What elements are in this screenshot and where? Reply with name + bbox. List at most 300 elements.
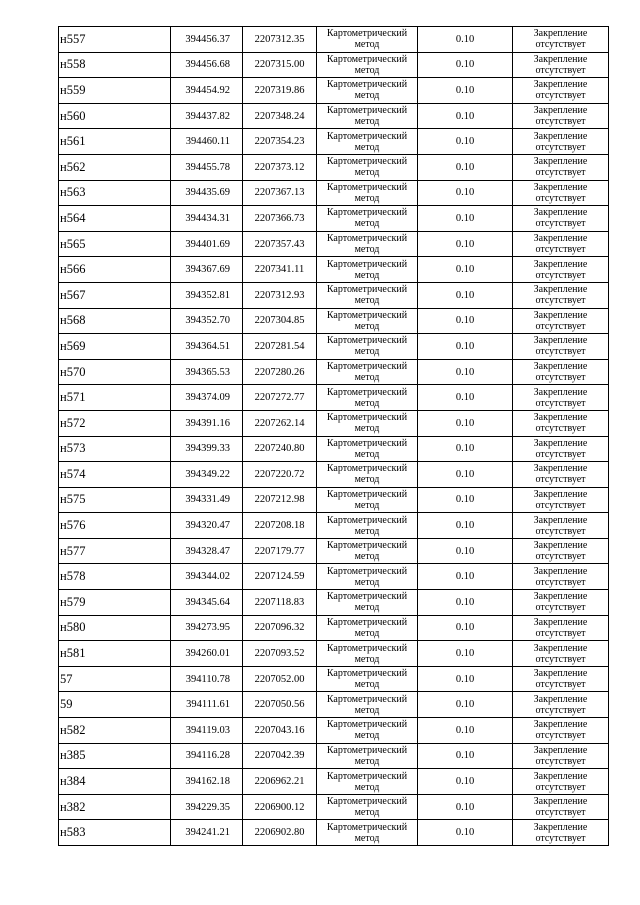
y-coordinate-cell: 2207179.77 <box>243 538 317 564</box>
method-line-2: метод <box>354 576 380 588</box>
method-line-2: метод <box>354 602 380 614</box>
x-coordinate-cell: 394434.31 <box>171 206 243 232</box>
table-row <box>59 27 609 53</box>
method-line-2: метод <box>354 64 380 76</box>
y-coordinate-cell: 2207366.73 <box>243 206 317 232</box>
fixation-line-2: отсутствует <box>535 551 586 563</box>
fixation-line-1: Закрепление <box>533 309 588 321</box>
fixation-cell <box>513 282 609 308</box>
method-line-1: Картометрический <box>326 386 408 398</box>
fixation-line-2: отсутствует <box>535 423 586 435</box>
y-coordinate-cell: 2207304.85 <box>243 308 317 334</box>
accuracy-cell: 0.10 <box>418 78 513 104</box>
y-coordinate-cell: 2207093.52 <box>243 641 317 667</box>
accuracy-cell: 0.10 <box>418 180 513 206</box>
fixation-line-1: Закрепление <box>533 335 588 347</box>
fixation-line-1: Закрепление <box>533 105 588 117</box>
x-coordinate-cell: 394111.61 <box>171 692 243 718</box>
table-row <box>59 308 609 334</box>
method-line-1: Картометрический <box>326 463 408 475</box>
fixation-line-1: Закрепление <box>533 796 588 808</box>
method-cell <box>317 308 418 334</box>
method-line-1: Картометрический <box>326 565 408 577</box>
method-line-1: Картометрический <box>326 28 408 40</box>
accuracy-cell: 0.10 <box>418 794 513 820</box>
method-line-1: Картометрический <box>326 361 408 373</box>
accuracy-cell: 0.10 <box>418 590 513 616</box>
method-line-2: метод <box>354 167 380 179</box>
table-row <box>59 743 609 769</box>
table-row <box>59 180 609 206</box>
y-coordinate-cell: 2207367.13 <box>243 180 317 206</box>
x-coordinate-cell: 394229.35 <box>171 794 243 820</box>
accuracy-cell: 0.10 <box>418 513 513 539</box>
method-line-1: Картометрический <box>326 796 408 808</box>
method-line-1: Картометрический <box>326 540 408 552</box>
fixation-line-2: отсутствует <box>535 218 586 230</box>
y-coordinate-cell: 2207043.16 <box>243 718 317 744</box>
y-coordinate-cell: 2207042.39 <box>243 743 317 769</box>
fixation-line-2: отсутствует <box>535 346 586 358</box>
fixation-line-1: Закрепление <box>533 565 588 577</box>
method-line-1: Картометрический <box>326 642 408 654</box>
method-cell <box>317 52 418 78</box>
table-row <box>59 359 609 385</box>
point-name-cell: н583 <box>59 820 171 846</box>
table-row <box>59 462 609 488</box>
accuracy-cell: 0.10 <box>418 231 513 257</box>
method-cell <box>317 487 418 513</box>
fixation-line-1: Закрепление <box>533 488 588 500</box>
fixation-line-1: Закрепление <box>533 719 588 731</box>
method-cell <box>317 794 418 820</box>
x-coordinate-cell: 394391.16 <box>171 410 243 436</box>
method-line-1: Картометрический <box>326 770 408 782</box>
x-coordinate-cell: 394437.82 <box>171 103 243 129</box>
fixation-line-1: Закрепление <box>533 258 588 270</box>
x-coordinate-cell: 394273.95 <box>171 615 243 641</box>
point-name-cell: н565 <box>59 231 171 257</box>
fixation-line-1: Закрепление <box>533 53 588 65</box>
x-coordinate-cell: 394162.18 <box>171 769 243 795</box>
accuracy-cell: 0.10 <box>418 666 513 692</box>
point-name-cell: н566 <box>59 257 171 283</box>
accuracy-cell: 0.10 <box>418 282 513 308</box>
table-row <box>59 334 609 360</box>
y-coordinate-cell: 2207240.80 <box>243 436 317 462</box>
accuracy-cell: 0.10 <box>418 206 513 232</box>
fixation-cell <box>513 78 609 104</box>
fixation-line-1: Закрепление <box>533 156 588 168</box>
x-coordinate-cell: 394119.03 <box>171 718 243 744</box>
y-coordinate-cell: 2206962.21 <box>243 769 317 795</box>
table-row <box>59 538 609 564</box>
table-row <box>59 794 609 820</box>
method-line-2: метод <box>354 807 380 819</box>
x-coordinate-cell: 394344.02 <box>171 564 243 590</box>
y-coordinate-cell: 2207220.72 <box>243 462 317 488</box>
fixation-cell <box>513 666 609 692</box>
method-cell <box>317 334 418 360</box>
fixation-line-2: отсутствует <box>535 576 586 588</box>
method-line-2: метод <box>354 551 380 563</box>
method-line-2: метод <box>354 295 380 307</box>
table-row <box>59 410 609 436</box>
method-cell <box>317 564 418 590</box>
coordinates-table-body <box>59 27 609 846</box>
accuracy-cell: 0.10 <box>418 154 513 180</box>
fixation-cell <box>513 615 609 641</box>
fixation-line-2: отсутствует <box>535 372 586 384</box>
method-cell <box>317 769 418 795</box>
point-name-cell: н569 <box>59 334 171 360</box>
accuracy-cell: 0.10 <box>418 615 513 641</box>
y-coordinate-cell: 2207281.54 <box>243 334 317 360</box>
fixation-cell <box>513 154 609 180</box>
method-cell <box>317 718 418 744</box>
fixation-line-2: отсутствует <box>535 679 586 691</box>
table-row <box>59 78 609 104</box>
method-cell <box>317 154 418 180</box>
x-coordinate-cell: 394367.69 <box>171 257 243 283</box>
point-name-cell: н578 <box>59 564 171 590</box>
point-name-cell: н568 <box>59 308 171 334</box>
fixation-cell <box>513 129 609 155</box>
x-coordinate-cell: 394460.11 <box>171 129 243 155</box>
method-cell <box>317 513 418 539</box>
point-name-cell: н581 <box>59 641 171 667</box>
y-coordinate-cell: 2207096.32 <box>243 615 317 641</box>
fixation-line-1: Закрепление <box>533 386 588 398</box>
method-cell <box>317 180 418 206</box>
table-row <box>59 282 609 308</box>
x-coordinate-cell: 394456.37 <box>171 27 243 53</box>
fixation-line-2: отсутствует <box>535 704 586 716</box>
fixation-cell <box>513 590 609 616</box>
method-cell <box>317 615 418 641</box>
method-cell <box>317 462 418 488</box>
accuracy-cell: 0.10 <box>418 308 513 334</box>
table-row <box>59 231 609 257</box>
point-name-cell: н384 <box>59 769 171 795</box>
fixation-cell <box>513 103 609 129</box>
y-coordinate-cell: 2207262.14 <box>243 410 317 436</box>
x-coordinate-cell: 394454.92 <box>171 78 243 104</box>
accuracy-cell: 0.10 <box>418 27 513 53</box>
method-line-1: Картометрический <box>326 821 408 833</box>
method-line-1: Картометрический <box>326 412 408 424</box>
fixation-line-2: отсутствует <box>535 64 586 76</box>
x-coordinate-cell: 394349.22 <box>171 462 243 488</box>
point-name-cell: н572 <box>59 410 171 436</box>
method-line-1: Картометрический <box>326 744 408 756</box>
method-line-2: метод <box>354 320 380 332</box>
accuracy-cell: 0.10 <box>418 769 513 795</box>
fixation-cell <box>513 769 609 795</box>
x-coordinate-cell: 394456.68 <box>171 52 243 78</box>
method-line-1: Картометрический <box>326 156 408 168</box>
fixation-cell <box>513 820 609 846</box>
method-line-1: Картометрический <box>326 719 408 731</box>
x-coordinate-cell: 394328.47 <box>171 538 243 564</box>
fixation-cell <box>513 564 609 590</box>
fixation-line-2: отсутствует <box>535 474 586 486</box>
method-cell <box>317 436 418 462</box>
table-row <box>59 641 609 667</box>
point-name-cell: н576 <box>59 513 171 539</box>
y-coordinate-cell: 2207124.59 <box>243 564 317 590</box>
fixation-line-2: отсутствует <box>535 730 586 742</box>
fixation-line-1: Закрепление <box>533 412 588 424</box>
fixation-line-2: отсутствует <box>535 627 586 639</box>
accuracy-cell: 0.10 <box>418 334 513 360</box>
method-line-1: Картометрический <box>326 514 408 526</box>
fixation-cell <box>513 27 609 53</box>
table-row <box>59 564 609 590</box>
fixation-line-1: Закрепление <box>533 130 588 142</box>
method-cell <box>317 257 418 283</box>
method-cell <box>317 590 418 616</box>
x-coordinate-cell: 394320.47 <box>171 513 243 539</box>
point-name-cell: н579 <box>59 590 171 616</box>
fixation-cell <box>513 308 609 334</box>
fixation-line-2: отсутствует <box>535 807 586 819</box>
table-row <box>59 206 609 232</box>
fixation-line-1: Закрепление <box>533 463 588 475</box>
accuracy-cell: 0.10 <box>418 538 513 564</box>
table-row <box>59 154 609 180</box>
accuracy-cell: 0.10 <box>418 641 513 667</box>
fixation-cell <box>513 334 609 360</box>
fixation-line-1: Закрепление <box>533 770 588 782</box>
point-name-cell: н564 <box>59 206 171 232</box>
method-line-2: метод <box>354 653 380 665</box>
method-cell <box>317 666 418 692</box>
table-row <box>59 820 609 846</box>
method-cell <box>317 410 418 436</box>
fixation-line-2: отсутствует <box>535 448 586 460</box>
fixation-line-2: отсутствует <box>535 295 586 307</box>
y-coordinate-cell: 2207212.98 <box>243 487 317 513</box>
method-line-2: метод <box>354 832 380 844</box>
x-coordinate-cell: 394260.01 <box>171 641 243 667</box>
x-coordinate-cell: 394241.21 <box>171 820 243 846</box>
method-line-1: Картометрический <box>326 181 408 193</box>
x-coordinate-cell: 394345.64 <box>171 590 243 616</box>
table-row <box>59 769 609 795</box>
y-coordinate-cell: 2207357.43 <box>243 231 317 257</box>
method-line-1: Картометрический <box>326 105 408 117</box>
point-name-cell: н562 <box>59 154 171 180</box>
method-line-2: метод <box>354 116 380 128</box>
method-cell <box>317 641 418 667</box>
point-name-cell: н567 <box>59 282 171 308</box>
fixation-line-2: отсутствует <box>535 397 586 409</box>
y-coordinate-cell: 2207208.18 <box>243 513 317 539</box>
method-cell <box>317 27 418 53</box>
method-line-2: метод <box>354 269 380 281</box>
method-cell <box>317 103 418 129</box>
fixation-line-2: отсутствует <box>535 781 586 793</box>
y-coordinate-cell: 2207312.93 <box>243 282 317 308</box>
fixation-line-1: Закрепление <box>533 642 588 654</box>
method-cell <box>317 359 418 385</box>
method-line-1: Картометрический <box>326 258 408 270</box>
point-name-cell: 59 <box>59 692 171 718</box>
table-row <box>59 129 609 155</box>
y-coordinate-cell: 2207319.86 <box>243 78 317 104</box>
fixation-line-1: Закрепление <box>533 821 588 833</box>
fixation-line-1: Закрепление <box>533 233 588 245</box>
fixation-line-1: Закрепление <box>533 668 588 680</box>
point-name-cell: н557 <box>59 27 171 53</box>
method-line-1: Картометрический <box>326 309 408 321</box>
method-line-1: Картометрический <box>326 233 408 245</box>
coordinates-table <box>58 26 609 846</box>
method-cell <box>317 78 418 104</box>
method-line-2: метод <box>354 423 380 435</box>
y-coordinate-cell: 2207373.12 <box>243 154 317 180</box>
fixation-line-1: Закрепление <box>533 744 588 756</box>
point-name-cell: н382 <box>59 794 171 820</box>
table-row <box>59 590 609 616</box>
fixation-cell <box>513 538 609 564</box>
method-line-1: Картометрический <box>326 53 408 65</box>
point-name-cell: н582 <box>59 718 171 744</box>
method-cell <box>317 282 418 308</box>
point-name-cell: н560 <box>59 103 171 129</box>
table-row <box>59 103 609 129</box>
y-coordinate-cell: 2207354.23 <box>243 129 317 155</box>
method-line-2: метод <box>354 525 380 537</box>
point-name-cell: н559 <box>59 78 171 104</box>
x-coordinate-cell: 394116.28 <box>171 743 243 769</box>
accuracy-cell: 0.10 <box>418 52 513 78</box>
fixation-line-2: отсутствует <box>535 602 586 614</box>
fixation-line-2: отсутствует <box>535 167 586 179</box>
fixation-cell <box>513 513 609 539</box>
method-cell <box>317 743 418 769</box>
fixation-line-2: отсутствует <box>535 832 586 844</box>
method-line-1: Картометрический <box>326 488 408 500</box>
fixation-line-2: отсутствует <box>535 269 586 281</box>
accuracy-cell: 0.10 <box>418 718 513 744</box>
fixation-cell <box>513 641 609 667</box>
method-line-1: Картометрический <box>326 693 408 705</box>
fixation-cell <box>513 462 609 488</box>
y-coordinate-cell: 2207050.56 <box>243 692 317 718</box>
method-line-2: метод <box>354 781 380 793</box>
fixation-cell <box>513 359 609 385</box>
fixation-cell <box>513 180 609 206</box>
accuracy-cell: 0.10 <box>418 564 513 590</box>
table-row <box>59 52 609 78</box>
method-line-2: метод <box>354 372 380 384</box>
x-coordinate-cell: 394365.53 <box>171 359 243 385</box>
x-coordinate-cell: 394435.69 <box>171 180 243 206</box>
method-cell <box>317 820 418 846</box>
fixation-cell <box>513 206 609 232</box>
fixation-line-2: отсутствует <box>535 141 586 153</box>
x-coordinate-cell: 394455.78 <box>171 154 243 180</box>
fixation-cell <box>513 52 609 78</box>
fixation-line-1: Закрепление <box>533 28 588 40</box>
point-name-cell: н558 <box>59 52 171 78</box>
point-name-cell: н573 <box>59 436 171 462</box>
fixation-line-1: Закрепление <box>533 284 588 296</box>
accuracy-cell: 0.10 <box>418 257 513 283</box>
fixation-cell <box>513 436 609 462</box>
point-name-cell: н575 <box>59 487 171 513</box>
method-line-2: метод <box>354 474 380 486</box>
y-coordinate-cell: 2207118.83 <box>243 590 317 616</box>
fixation-line-2: отсутствует <box>535 525 586 537</box>
fixation-cell <box>513 692 609 718</box>
table-row <box>59 257 609 283</box>
fixation-cell <box>513 385 609 411</box>
method-cell <box>317 129 418 155</box>
fixation-line-1: Закрепление <box>533 540 588 552</box>
x-coordinate-cell: 394399.33 <box>171 436 243 462</box>
fixation-line-2: отсутствует <box>535 39 586 51</box>
method-line-1: Картометрический <box>326 335 408 347</box>
method-line-1: Картометрический <box>326 591 408 603</box>
point-name-cell: 57 <box>59 666 171 692</box>
fixation-line-2: отсутствует <box>535 499 586 511</box>
fixation-line-1: Закрепление <box>533 514 588 526</box>
point-name-cell: н561 <box>59 129 171 155</box>
method-cell <box>317 385 418 411</box>
fixation-cell <box>513 487 609 513</box>
table-row <box>59 615 609 641</box>
method-line-2: метод <box>354 704 380 716</box>
fixation-line-1: Закрепление <box>533 79 588 91</box>
accuracy-cell: 0.10 <box>418 743 513 769</box>
table-row <box>59 692 609 718</box>
method-line-2: метод <box>354 679 380 691</box>
fixation-line-1: Закрепление <box>533 591 588 603</box>
fixation-line-1: Закрепление <box>533 437 588 449</box>
y-coordinate-cell: 2207312.35 <box>243 27 317 53</box>
x-coordinate-cell: 394374.09 <box>171 385 243 411</box>
fixation-line-1: Закрепление <box>533 693 588 705</box>
x-coordinate-cell: 394352.70 <box>171 308 243 334</box>
method-line-1: Картометрический <box>326 284 408 296</box>
method-line-1: Картометрический <box>326 668 408 680</box>
method-line-2: метод <box>354 218 380 230</box>
point-name-cell: н580 <box>59 615 171 641</box>
accuracy-cell: 0.10 <box>418 385 513 411</box>
fixation-line-2: отсутствует <box>535 116 586 128</box>
method-line-2: метод <box>354 448 380 460</box>
accuracy-cell: 0.10 <box>418 692 513 718</box>
method-line-2: метод <box>354 627 380 639</box>
method-line-2: метод <box>354 192 380 204</box>
method-line-2: метод <box>354 397 380 409</box>
accuracy-cell: 0.10 <box>418 436 513 462</box>
fixation-line-2: отсутствует <box>535 90 586 102</box>
y-coordinate-cell: 2207348.24 <box>243 103 317 129</box>
method-cell <box>317 538 418 564</box>
fixation-line-2: отсутствует <box>535 653 586 665</box>
point-name-cell: н574 <box>59 462 171 488</box>
method-line-2: метод <box>354 730 380 742</box>
method-line-1: Картометрический <box>326 79 408 91</box>
table-row <box>59 718 609 744</box>
table-row <box>59 487 609 513</box>
y-coordinate-cell: 2206900.12 <box>243 794 317 820</box>
y-coordinate-cell: 2207052.00 <box>243 666 317 692</box>
